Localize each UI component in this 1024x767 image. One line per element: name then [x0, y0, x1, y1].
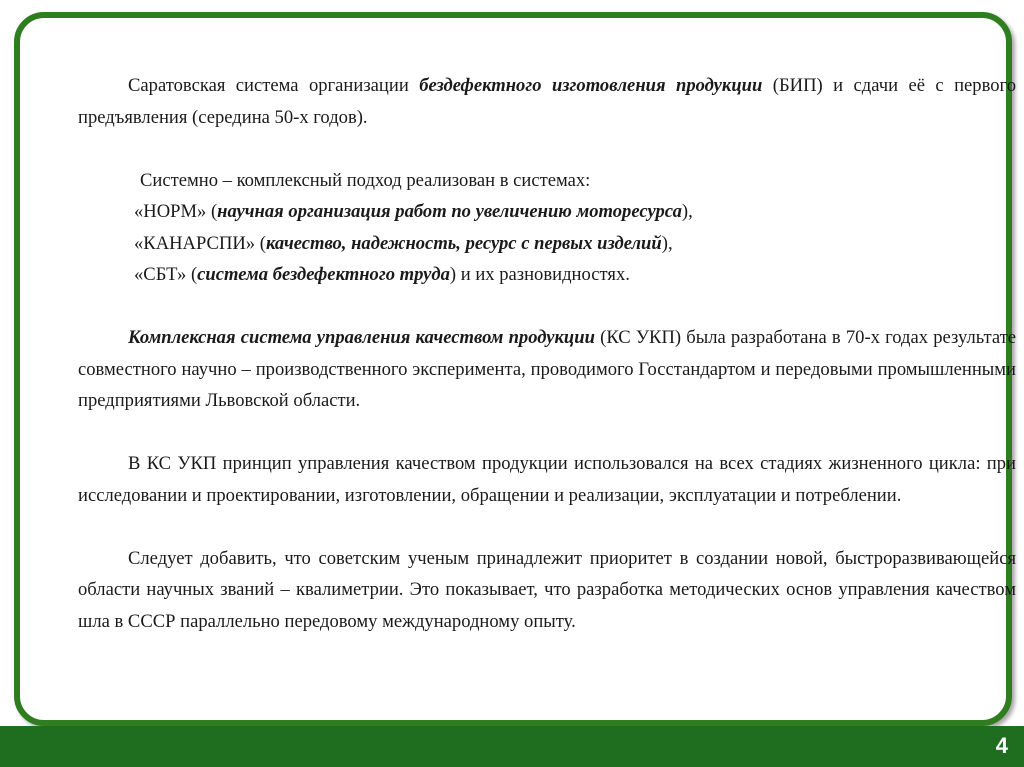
slide-content [78, 70, 1016, 637]
system-item-kanarspi: «КАНАРСПИ» (качество, надежность, ресурс с первых изделий), [134, 232, 673, 254]
system-item-norm: «НОРМ» (научная организация работ по увеличению моторесурса), [134, 201, 693, 222]
paragraph-bip [78, 70, 1016, 133]
page-number: 4 [995, 733, 1008, 758]
system-item-sbt: «СБТ» (система бездефектного труда) и их разновидностях. [134, 264, 630, 285]
slide-frame [14, 12, 1017, 726]
paragraph-qualimetry: Следует добавить, что советским ученым принадлежит приоритет в создании новой, быстроразвивающейся области научных званий – квалиметрии. Это показывает, что разработка методических основ управления качеством шла в СССР параллельно передовому международному опыту. [78, 547, 1016, 632]
paragraph-ks-ukp [78, 322, 1016, 417]
systems-intro: Системно – комплексный подход реализован в системах: [140, 169, 591, 191]
bip-emphasis: бездефектного изготовления продукции [419, 75, 763, 96]
ks-ukp-text: (КС УКП) была разработана в 70-х годах результате совместного научно – производственного эксперимента, проводимого Госстандартом и передовыми промышленными предприятиями Львовской области. [78, 327, 1017, 411]
bip-text-end: (БИП) и сдачи её с первого предъявления (середина 50-х годов). [78, 75, 1016, 128]
paragraph-lifecycle: В КС УКП принцип управления качеством продукции использовался на всех стадиях жизненного цикла: при исследовании и проектировании, изготовлении, обращении и реализации, эксплуатации и потреблении. [78, 453, 1016, 506]
footer-bar [0, 726, 1024, 767]
ks-ukp-emphasis: Комплексная система управления качеством продукции [128, 327, 595, 348]
bip-text-start: Саратовская система организации [128, 75, 420, 96]
